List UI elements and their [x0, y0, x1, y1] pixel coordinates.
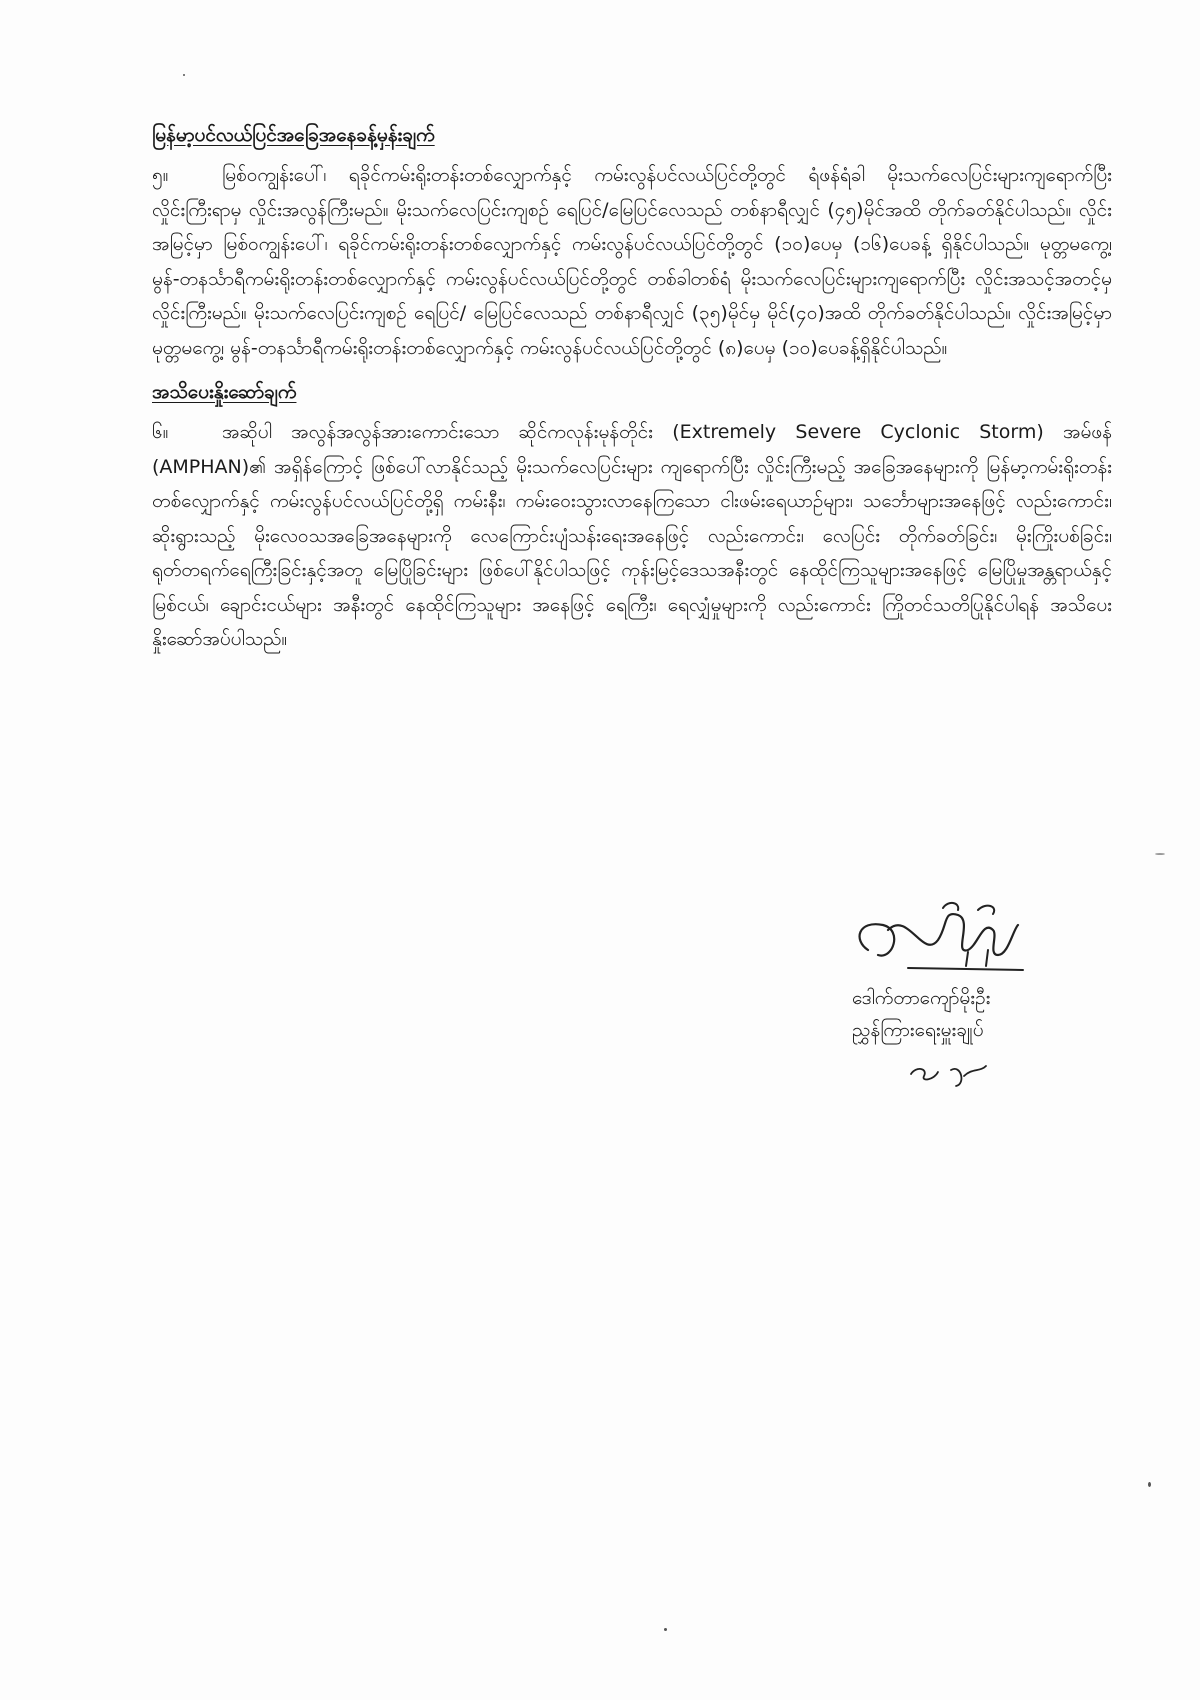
- signatory-title: ညွှန်ကြားရေးမှူးချုပ်: [852, 1019, 984, 1041]
- signature-block: [848, 900, 1108, 1046]
- scan-speck: [1148, 1482, 1151, 1487]
- paragraph-number: ၅။: [152, 164, 169, 186]
- signatory-name: ဒေါက်တာကျော်မိုးဦး: [852, 987, 991, 1009]
- paragraph-marine-forecast: [152, 158, 1112, 365]
- scan-speck: [664, 1628, 667, 1631]
- scan-speck: [1155, 853, 1165, 855]
- paragraph-text: အဆိုပါ အလွန်အလွန်အားကောင်းသော ဆိုင်ကလုန်းမုန်တိုင်း (Extremely Severe Cyclonic Storm) အမ်ဖန် (AMPHAN)၏ အရှိန်ကြောင့် ဖြစ်ပေါ်လာနိုင်သည့် မိုးသက်လေပြင်းများ ကျရောက်ပြီး လှိုင်းကြီးမည့် အခြေအနေများကို မြန်မာ့ကမ်းရိုးတန်းတစ်လျှောက်နှင့် ကမ်းလွန်ပင်လယ်ပြင်တို့ရှိ ကမ်းနီး၊ ကမ်းဝေးသွားလာနေကြသော ငါးဖမ်းရေယာဉ်များ၊ သင်္ဘောများအနေဖြင့် လည်းကောင်း၊ ဆိုးရွားသည့် မိုးလေဝသအခြေအနေများကို လေကြောင်းပျံသန်းရေးအနေဖြင့် လည်းကောင်း၊ လေပြင်း တိုက်ခတ်ခြင်း၊ မိုးကြိုးပစ်ခြင်း၊ ရုတ်တရက်ရေကြီးခြင်းနှင့်အတူ မြေပြိုခြင်းများ ဖြစ်ပေါ်နိုင်ပါသဖြင့် ကုန်းမြင့်ဒေသအနီးတွင် နေထိုင်ကြသူများအနေဖြင့် မြေပြိုမှုအန္တရာယ်နှင့် မြစ်ငယ်၊ ချောင်းငယ်များ အနီးတွင် နေထိုင်ကြသူများ အနေဖြင့် ရေကြီး၊ ရေလျှံမှုများကို လည်းကောင်း ကြိုတင်သတိပြုနိုင်ပါရန် အသိပေးနှိုးဆော်အပ်ပါသည်။: [152, 421, 1112, 650]
- scan-speck: [183, 74, 185, 76]
- section-heading-marine-forecast: မြန်မာ့ပင်လယ်ပြင်အခြေအနေခန့်မှန်းချက်: [152, 124, 435, 146]
- handwritten-initials: [906, 1062, 996, 1092]
- paragraph-warning: [152, 415, 1112, 657]
- handwritten-signature: [848, 900, 1038, 982]
- paragraph-number: ၆။: [152, 421, 169, 443]
- document-body: [152, 118, 1112, 667]
- paragraph-text: မြစ်ဝကျွန်းပေါ်၊ ရခိုင်ကမ်းရိုးတန်းတစ်လျှောက်နှင့် ကမ်းလွန်ပင်လယ်ပြင်တို့တွင် ရံဖန်ရံခါ မိုးသက်လေပြင်းများကျရောက်ပြီး လှိုင်းကြီးရာမှ လှိုင်းအလွန်ကြီးမည်။ မိုးသက်လေပြင်းကျစဉ် ရေပြင်/မြေပြင်လေသည် တစ်နာရီလျှင် (၄၅)မိုင်အထိ တိုက်ခတ်နိုင်ပါသည်။ လှိုင်းအမြင့်မှာ မြစ်ဝကျွန်းပေါ်၊ ရခိုင်ကမ်းရိုးတန်းတစ်လျှောက်နှင့် ကမ်းလွန်ပင်လယ်ပြင်တို့တွင် (၁၀)ပေမှ (၁၆)ပေခန့် ရှိနိုင်ပါသည်။ မုတ္တမကွေ့၊ မွန်-တနင်္သာရီကမ်းရိုးတန်းတစ်လျှောက်နှင့် ကမ်းလွန်ပင်လယ်ပြင်တို့တွင် တစ်ခါတစ်ရံ မိုးသက်လေပြင်းများကျရောက်ပြီး လှိုင်းအသင့်အတင့်မှ လှိုင်းကြီးမည်။ မိုးသက်လေပြင်းကျစဉ် ရေပြင်/ မြေပြင်လေသည် တစ်နာရီလျှင် (၃၅)မိုင်မှ မိုင်(၄၀)အထိ တိုက်ခတ်နိုင်ပါသည်။ လှိုင်းအမြင့်မှာ မုတ္တမကွေ့၊ မွန်-တနင်္သာရီကမ်းရိုးတန်းတစ်လျှောက်နှင့် ကမ်းလွန်ပင်လယ်ပြင်တို့တွင် (၈)ပေမှ (၁၀)ပေခန့်ရှိနိုင်ပါသည်။: [152, 164, 1112, 359]
- section-heading-warning: အသိပေးနှိုးဆော်ချက်: [152, 381, 297, 403]
